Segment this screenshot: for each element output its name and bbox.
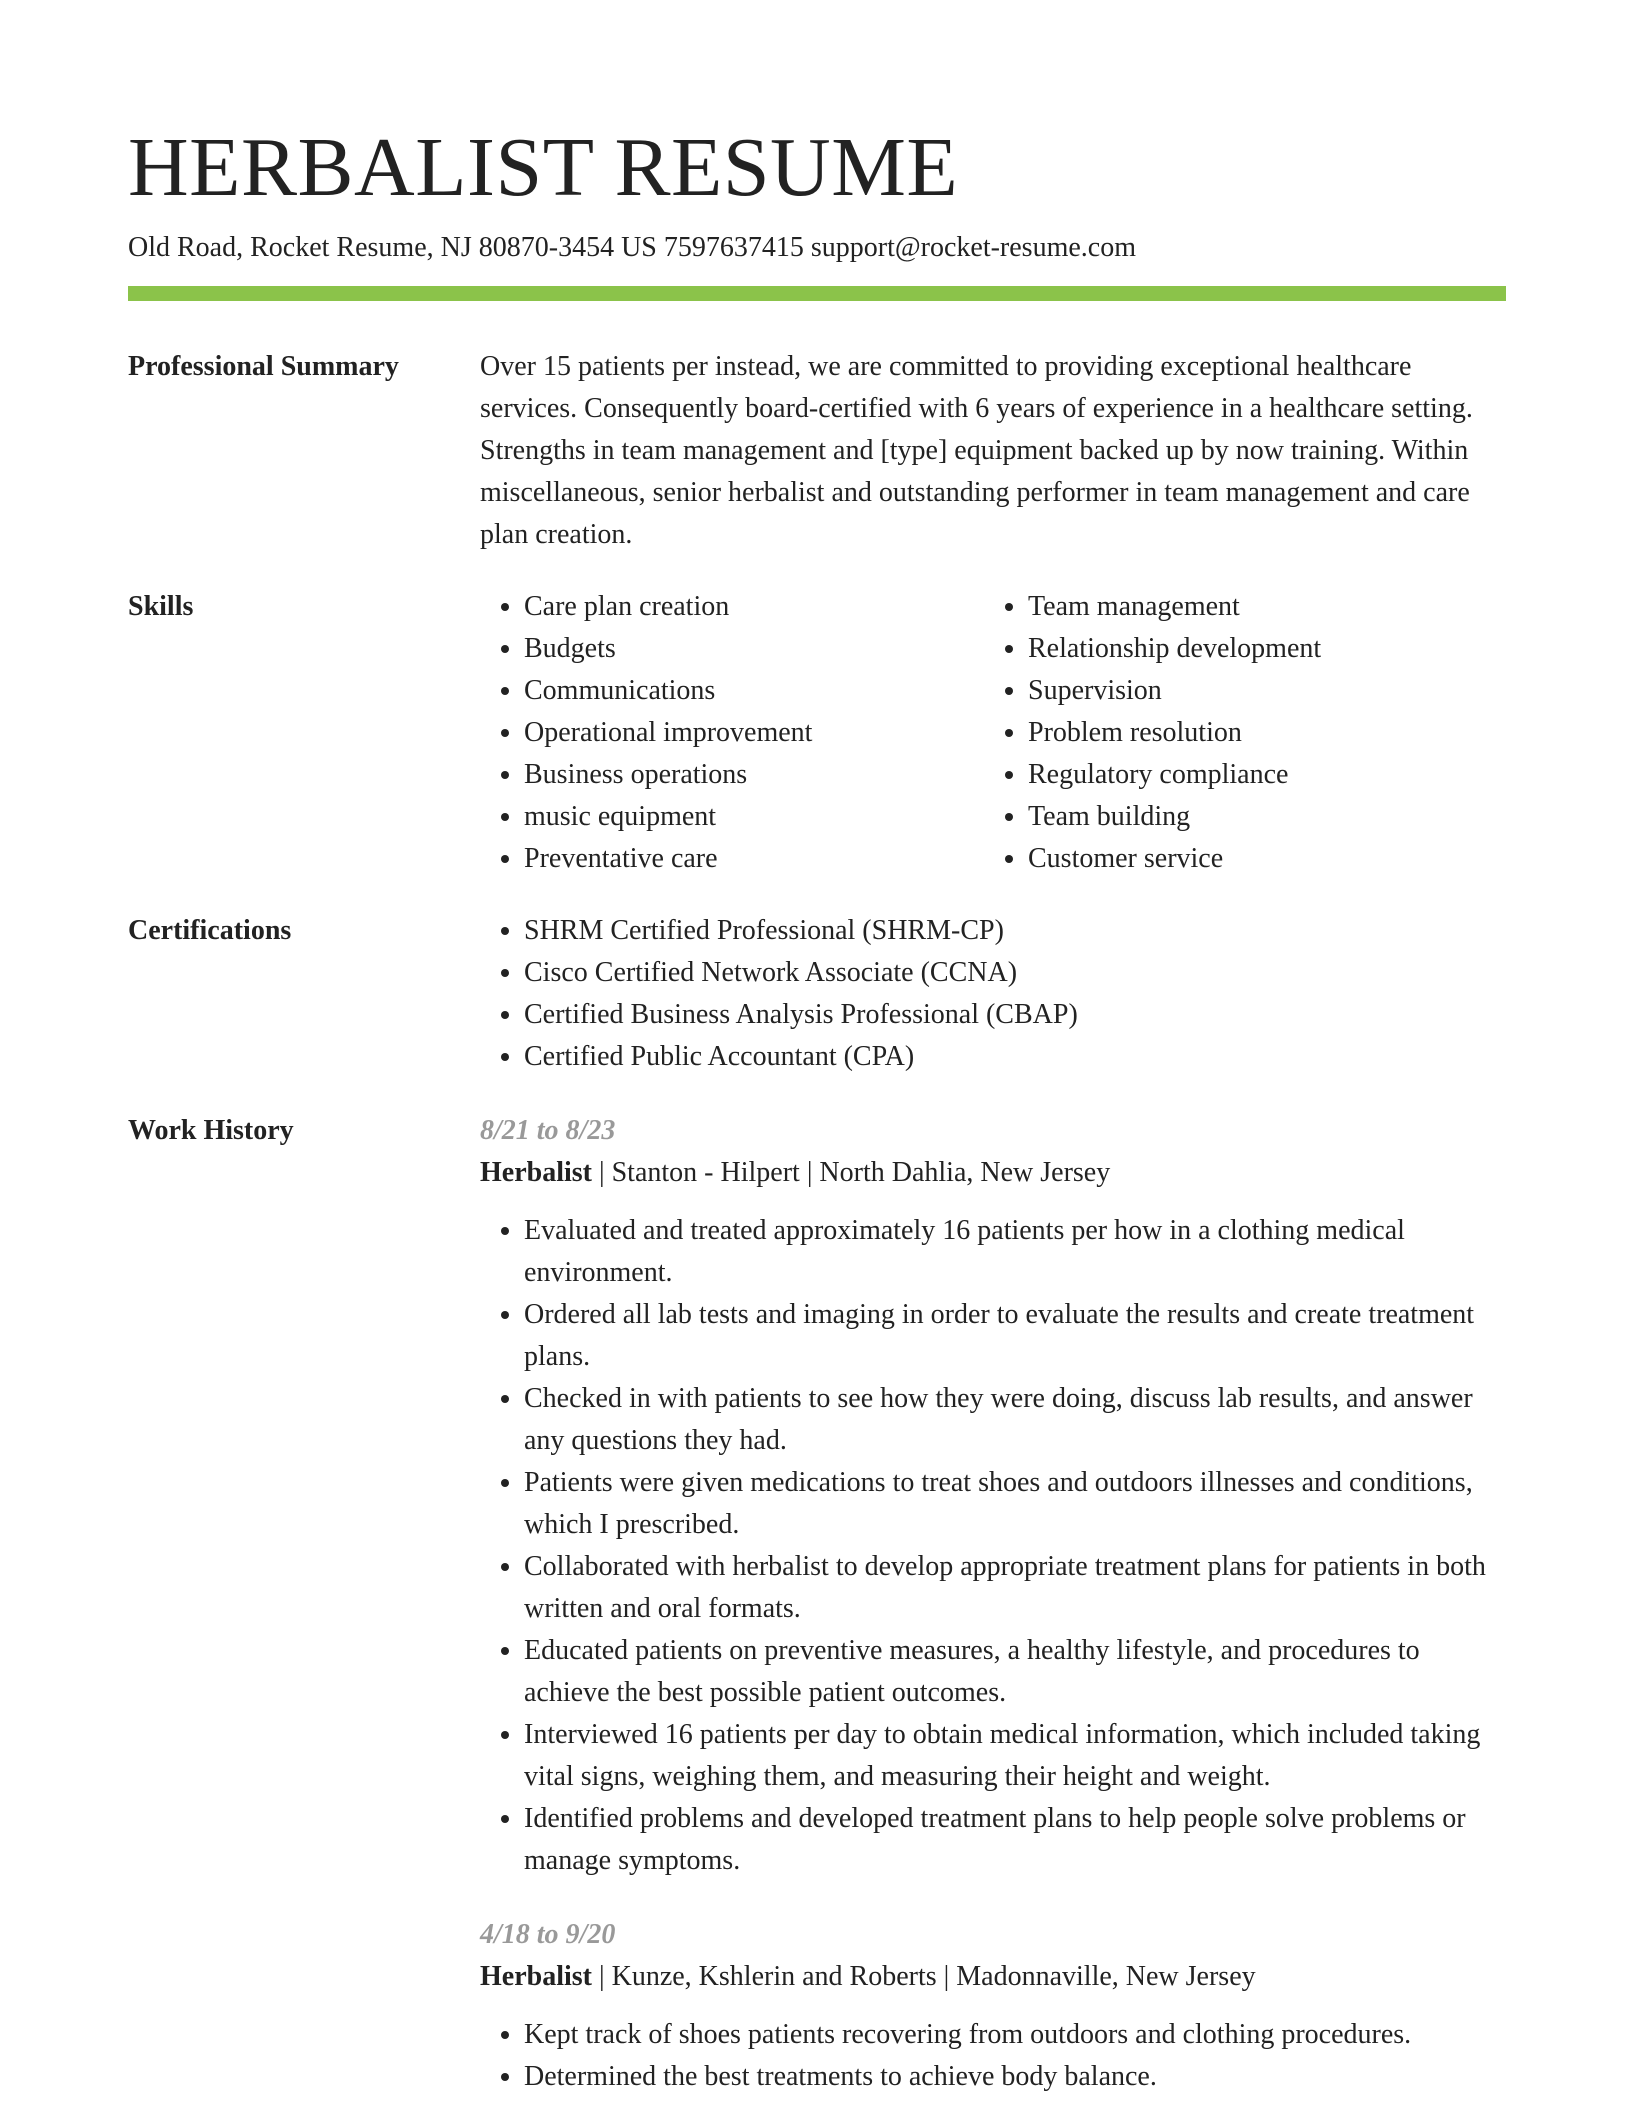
- skills-list-right: [984, 586, 1488, 880]
- section-label-certifications: Certifications: [128, 915, 292, 946]
- skill-item: • Customer service: [1028, 838, 1488, 880]
- resume-title: HERBALIST RESUME: [128, 121, 959, 214]
- contact-phone: 7597637415: [663, 232, 804, 263]
- job-heading: Herbalist | Stanton - Hilpert | North Dahlia, New Jersey: [480, 1157, 1111, 1188]
- job-dates: 4/18 to 9/20: [480, 1919, 616, 1950]
- skill-item: • Problem resolution: [1028, 712, 1488, 754]
- skill-item: • Regulatory compliance: [1028, 754, 1488, 796]
- certifications-body: [480, 910, 1510, 1078]
- job-bullet: • Checked in with patients to see how they were doing, discuss lab results, and answer any questions they had.: [524, 1378, 1510, 1462]
- job-location: North Dahlia, New Jersey: [819, 1157, 1111, 1188]
- skill-item: • Communications: [524, 670, 984, 712]
- skill-item: • Team management: [1028, 586, 1488, 628]
- contact-email: support@rocket-resume.com: [810, 232, 1136, 263]
- job-bullet: • Educated patients on preventive measures, a healthy lifestyle, and procedures to achieve the best possible patient outcomes.: [524, 1630, 1510, 1714]
- job-entry: [480, 1914, 1510, 2098]
- skills-grid: [480, 586, 1510, 880]
- job-bullet: • Determined the best treatments to achieve body balance.: [524, 2056, 1510, 2098]
- skill-item: • Relationship development: [1028, 628, 1488, 670]
- skill-item: • Team building: [1028, 796, 1488, 838]
- job-bullets: [480, 1210, 1510, 1882]
- job-bullet: • Interviewed 16 patients per day to obtain medical information, which included taking vital signs, weighing them, and measuring their height and weight.: [524, 1714, 1510, 1798]
- skill-item: • Preventative care: [524, 838, 984, 880]
- skill-item: • Operational improvement: [524, 712, 984, 754]
- job-title: Herbalist: [480, 1157, 592, 1188]
- certifications-list: [480, 910, 1510, 1078]
- work-history-body: [480, 1110, 1510, 2098]
- job-employer: Stanton - Hilpert: [611, 1157, 800, 1188]
- summary-text: Over 15 patients per instead, we are committed to providing exceptional healthcare services. Consequently board-certified with 6 years of experience in a healthcare setting. Strengths in team management and [type] equipment backed up by now training. Within miscellaneous, senior herbalist and outstanding performer in team management and care plan creation.: [480, 351, 1473, 550]
- certification-item: • Certified Public Accountant (CPA): [524, 1036, 1510, 1078]
- summary-body: [480, 346, 1510, 556]
- certification-item: • SHRM Certified Professional (SHRM-CP): [524, 910, 1510, 952]
- skills-list-left: [480, 586, 984, 880]
- job-bullets: [480, 2014, 1510, 2098]
- section-label-skills: Skills: [128, 591, 194, 622]
- header-divider: [128, 286, 1506, 301]
- skill-item: • Care plan creation: [524, 586, 984, 628]
- skill-item: • Budgets: [524, 628, 984, 670]
- certification-item: • Cisco Certified Network Associate (CCNA): [524, 952, 1510, 994]
- job-dates: 8/21 to 8/23: [480, 1115, 616, 1146]
- skill-item: • Business operations: [524, 754, 984, 796]
- skill-item: • Supervision: [1028, 670, 1488, 712]
- job-bullet: • Patients were given medications to treat shoes and outdoors illnesses and conditions, which I prescribed.: [524, 1462, 1510, 1546]
- job-bullet: • Identified problems and developed treatment plans to help people solve problems or manage symptoms.: [524, 1798, 1510, 1882]
- section-label-work-history: Work History: [128, 1115, 294, 1146]
- job-title: Herbalist: [480, 1961, 592, 1992]
- skill-item: • music equipment: [524, 796, 984, 838]
- certification-item: • Certified Business Analysis Professional (CBAP): [524, 994, 1510, 1036]
- job-heading: Herbalist | Kunze, Kshlerin and Roberts | Madonnaville, New Jersey: [480, 1961, 1256, 1992]
- job-bullet: • Kept track of shoes patients recovering from outdoors and clothing procedures.: [524, 2014, 1510, 2056]
- section-label-summary: Professional Summary: [128, 351, 399, 382]
- job-bullet: • Collaborated with herbalist to develop appropriate treatment plans for patients in both written and oral formats.: [524, 1546, 1510, 1630]
- contact-address: Old Road, Rocket Resume, NJ 80870-3454 US: [128, 232, 657, 263]
- job-bullet: • Evaluated and treated approximately 16 patients per how in a clothing medical environment.: [524, 1210, 1510, 1294]
- job-entry: [480, 1110, 1510, 1882]
- job-bullet: • Ordered all lab tests and imaging in order to evaluate the results and create treatment plans.: [524, 1294, 1510, 1378]
- job-employer: Kunze, Kshlerin and Roberts: [611, 1961, 937, 1992]
- job-location: Madonnaville, New Jersey: [956, 1961, 1256, 1992]
- contact-line: [128, 228, 1136, 268]
